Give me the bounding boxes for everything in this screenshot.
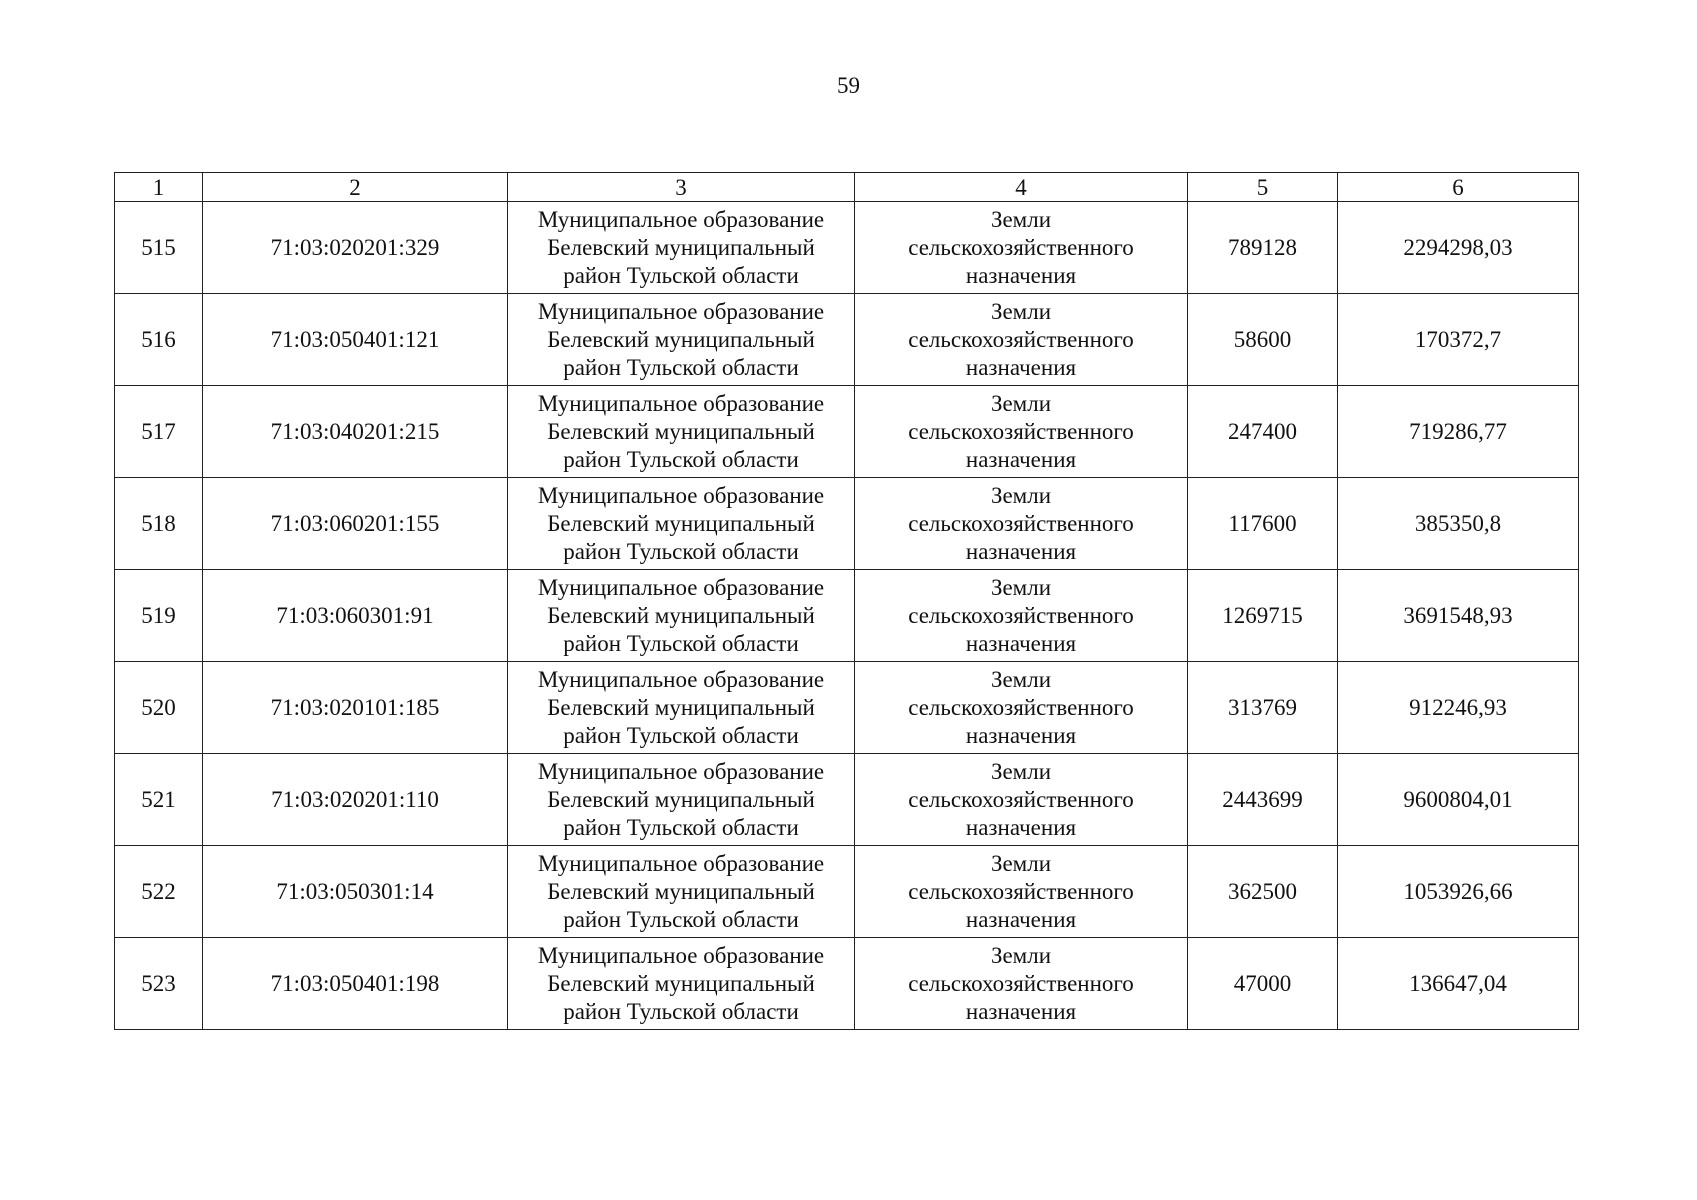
- land-category-cell: [855, 570, 1188, 662]
- category-line: Земли: [990, 298, 1052, 324]
- cadastral-number-cell: 71:03:060301:91: [203, 570, 508, 662]
- category-line: сельскохозяйственного: [908, 418, 1134, 444]
- owner-line: Муниципальное образование: [537, 390, 825, 416]
- owner-line: Белевский муниципальный: [547, 786, 815, 812]
- table-row: [115, 846, 1579, 938]
- header-cell-col-4: 4: [855, 173, 1188, 202]
- table-row: [115, 202, 1579, 294]
- category-line: Земли: [990, 942, 1052, 968]
- value-cell: 385350,8: [1338, 478, 1579, 570]
- category-line: назначения: [965, 630, 1077, 656]
- owner-cell: [508, 754, 855, 846]
- header-cell-col-3: 3: [508, 173, 855, 202]
- value-cell: 2294298,03: [1338, 202, 1579, 294]
- row-number-cell: 518: [115, 478, 203, 570]
- category-line: Земли: [990, 758, 1052, 784]
- category-line: Земли: [990, 390, 1052, 416]
- owner-line: район Тульской области: [563, 630, 799, 656]
- category-line: назначения: [965, 538, 1077, 564]
- category-line: сельскохозяйственного: [908, 510, 1134, 536]
- row-number-cell: 523: [115, 938, 203, 1030]
- owner-cell: [508, 662, 855, 754]
- land-plots-table: [114, 172, 1579, 1030]
- owner-cell: [508, 202, 855, 294]
- owner-line: Муниципальное образование: [537, 850, 825, 876]
- category-line: назначения: [965, 814, 1077, 840]
- category-line: Земли: [990, 666, 1052, 692]
- owner-line: район Тульской области: [563, 354, 799, 380]
- row-number-cell: 515: [115, 202, 203, 294]
- category-line: Земли: [990, 206, 1052, 232]
- table-header: [115, 173, 1579, 202]
- value-cell: 9600804,01: [1338, 754, 1579, 846]
- header-row: [115, 173, 1579, 202]
- table-body: [115, 202, 1579, 1030]
- land-category-cell: [855, 754, 1188, 846]
- owner-line: Муниципальное образование: [537, 942, 825, 968]
- category-line: сельскохозяйственного: [908, 326, 1134, 352]
- row-number-cell: 516: [115, 294, 203, 386]
- land-category-cell: [855, 938, 1188, 1030]
- owner-cell: [508, 478, 855, 570]
- land-category-cell: [855, 202, 1188, 294]
- owner-line: Белевский муниципальный: [547, 970, 815, 996]
- area-cell: 1269715: [1188, 570, 1338, 662]
- area-cell: 117600: [1188, 478, 1338, 570]
- category-line: назначения: [965, 906, 1077, 932]
- owner-line: район Тульской области: [563, 538, 799, 564]
- owner-line: район Тульской области: [563, 906, 799, 932]
- owner-cell: [508, 846, 855, 938]
- value-cell: 3691548,93: [1338, 570, 1579, 662]
- area-cell: 58600: [1188, 294, 1338, 386]
- area-cell: 789128: [1188, 202, 1338, 294]
- owner-line: Белевский муниципальный: [547, 418, 815, 444]
- row-number-cell: 521: [115, 754, 203, 846]
- cadastral-number-cell: 71:03:020201:110: [203, 754, 508, 846]
- cadastral-number-cell: 71:03:040201:215: [203, 386, 508, 478]
- row-number-cell: 519: [115, 570, 203, 662]
- category-line: сельскохозяйственного: [908, 878, 1134, 904]
- area-cell: 247400: [1188, 386, 1338, 478]
- owner-line: район Тульской области: [563, 998, 799, 1024]
- header-cell-col-2: 2: [203, 173, 508, 202]
- value-cell: 170372,7: [1338, 294, 1579, 386]
- owner-line: район Тульской области: [563, 262, 799, 288]
- owner-line: Белевский муниципальный: [547, 602, 815, 628]
- owner-line: Белевский муниципальный: [547, 326, 815, 352]
- cadastral-number-cell: 71:03:020201:329: [203, 202, 508, 294]
- table-row: [115, 754, 1579, 846]
- land-category-cell: [855, 662, 1188, 754]
- owner-line: Белевский муниципальный: [547, 510, 815, 536]
- owner-line: Белевский муниципальный: [547, 878, 815, 904]
- category-line: Земли: [990, 482, 1052, 508]
- owner-line: район Тульской области: [563, 722, 799, 748]
- category-line: сельскохозяйственного: [908, 602, 1134, 628]
- category-line: сельскохозяйственного: [908, 234, 1134, 260]
- owner-line: Белевский муниципальный: [547, 694, 815, 720]
- owner-line: Муниципальное образование: [537, 666, 825, 692]
- owner-cell: [508, 938, 855, 1030]
- land-category-cell: [855, 478, 1188, 570]
- area-cell: 47000: [1188, 938, 1338, 1030]
- area-cell: 362500: [1188, 846, 1338, 938]
- owner-line: Муниципальное образование: [537, 298, 825, 324]
- table-row: [115, 294, 1579, 386]
- category-line: назначения: [965, 354, 1077, 380]
- cadastral-number-cell: 71:03:050401:121: [203, 294, 508, 386]
- row-number-cell: 522: [115, 846, 203, 938]
- owner-cell: [508, 294, 855, 386]
- category-line: Земли: [990, 850, 1052, 876]
- category-line: сельскохозяйственного: [908, 970, 1134, 996]
- header-cell-col-5: 5: [1188, 173, 1338, 202]
- land-category-cell: [855, 386, 1188, 478]
- header-cell-col-1: 1: [115, 173, 203, 202]
- owner-line: Муниципальное образование: [537, 758, 825, 784]
- table-row: [115, 662, 1579, 754]
- category-line: Земли: [990, 574, 1052, 600]
- value-cell: 912246,93: [1338, 662, 1579, 754]
- owner-cell: [508, 570, 855, 662]
- value-cell: 719286,77: [1338, 386, 1579, 478]
- land-category-cell: [855, 846, 1188, 938]
- cadastral-number-cell: 71:03:020101:185: [203, 662, 508, 754]
- row-number-cell: 517: [115, 386, 203, 478]
- owner-line: Муниципальное образование: [537, 206, 825, 232]
- category-line: назначения: [965, 446, 1077, 472]
- header-cell-col-6: 6: [1338, 173, 1579, 202]
- table-row: [115, 478, 1579, 570]
- cadastral-number-cell: 71:03:050401:198: [203, 938, 508, 1030]
- land-category-cell: [855, 294, 1188, 386]
- owner-line: район Тульской области: [563, 446, 799, 472]
- page-number: 59: [837, 73, 860, 98]
- category-line: назначения: [965, 262, 1077, 288]
- value-cell: 1053926,66: [1338, 846, 1579, 938]
- area-cell: 2443699: [1188, 754, 1338, 846]
- category-line: назначения: [965, 998, 1077, 1024]
- cadastral-number-cell: 71:03:050301:14: [203, 846, 508, 938]
- owner-cell: [508, 386, 855, 478]
- table-row: [115, 570, 1579, 662]
- owner-line: Белевский муниципальный: [547, 234, 815, 260]
- table-row: [115, 938, 1579, 1030]
- category-line: сельскохозяйственного: [908, 694, 1134, 720]
- category-line: назначения: [965, 722, 1077, 748]
- owner-line: район Тульской области: [563, 814, 799, 840]
- row-number-cell: 520: [115, 662, 203, 754]
- owner-line: Муниципальное образование: [537, 574, 825, 600]
- table-row: [115, 386, 1579, 478]
- cadastral-number-cell: 71:03:060201:155: [203, 478, 508, 570]
- owner-line: Муниципальное образование: [537, 482, 825, 508]
- area-cell: 313769: [1188, 662, 1338, 754]
- value-cell: 136647,04: [1338, 938, 1579, 1030]
- category-line: сельскохозяйственного: [908, 786, 1134, 812]
